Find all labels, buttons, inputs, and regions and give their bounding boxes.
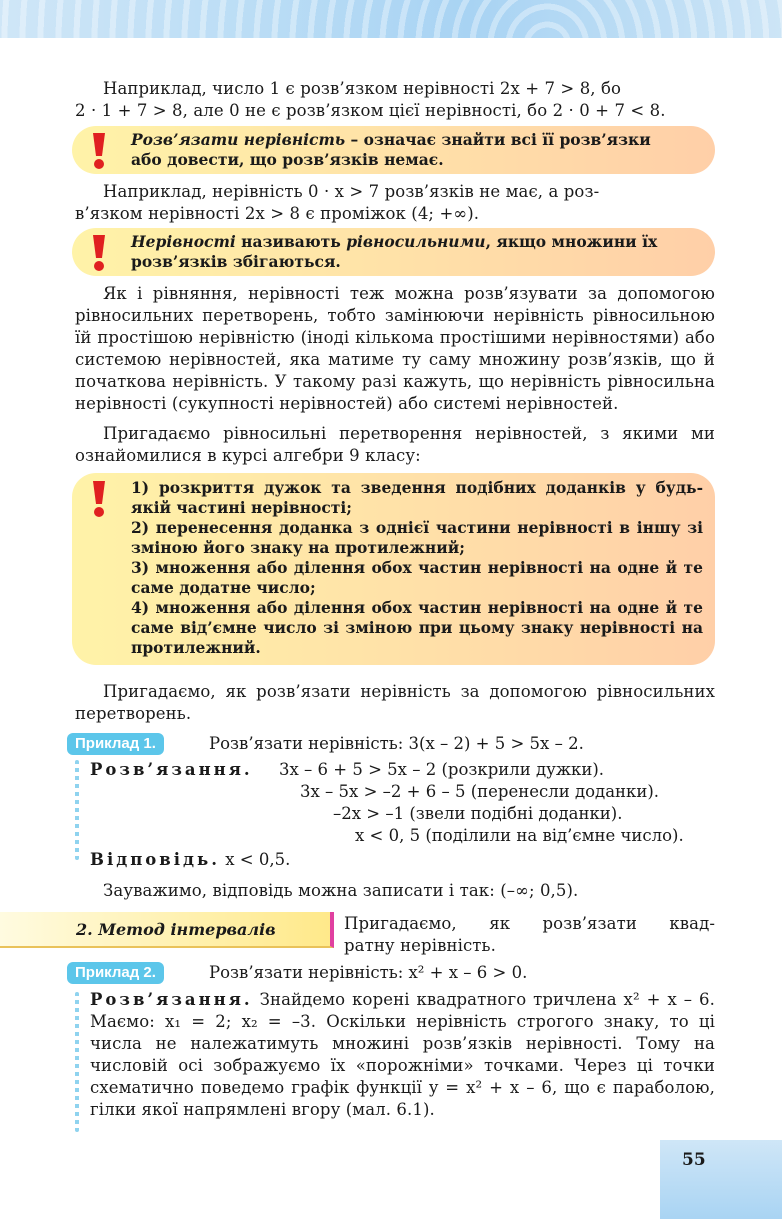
section-2-intro xyxy=(344,913,715,957)
no-solution-example-line1: Наприклад, нерівність 0 · x > 7 розв’язків не має, а роз- xyxy=(103,182,600,201)
transformation-item-1: 1) розкриття дужок та зведення подібних доданків у будь-якій частині нерівності; xyxy=(131,478,703,517)
example-2-solution-label: Розв’язання. xyxy=(90,990,253,1009)
no-solution-example-line2: в’язком нерівності 2x > 8 є проміжок (4; +∞). xyxy=(75,204,480,223)
exclamation-icon xyxy=(84,130,114,170)
definition-equivalent-line2: розв’язків збігаються. xyxy=(131,252,341,271)
term-equivalent: рівносильними xyxy=(346,232,486,251)
example-1-answer xyxy=(90,849,290,871)
example-1-margin-rule xyxy=(75,760,79,860)
transformation-item-3: 3) множення або ділення обох частин нерівності на одне й те саме додатне число; xyxy=(131,558,703,597)
top-decorative-band xyxy=(0,0,782,38)
example-2-task: Розв’язати нерівність: x² + x – 6 > 0. xyxy=(209,963,528,982)
example-2-solution-text: Знайдемо корені квадратного тричлена x² + x – 6. Маємо: x₁ = 2; x₂ = –3. Оскільки нерівність строгого знаку, то ці числа не належатимуть множині розв’язків нерівності. Тому на числовій осі зображуємо їх «порожніми» точками. Через ці точки схематично поведемо графік функції y = x² + x – 6, що є параболою, гілки якої напрямлені вгору (мал. 6.1). xyxy=(90,990,715,1119)
example-1-step-3: –2x > –1 (звели подібні доданки). xyxy=(333,804,623,823)
alternative-answer-note: Зауважимо, відповідь можна записати і так: (–∞; 0,5). xyxy=(103,881,579,900)
exclamation-icon xyxy=(84,478,114,518)
transformation-item-2: 2) перенесення доданка з однієї частини нерівності в іншу зі зміною його знаку на протилежний; xyxy=(131,518,703,557)
definition-solve-rest: – означає знайти всі її розв’язки xyxy=(345,130,651,149)
term-solve-inequality: Розв’язати нерівність xyxy=(131,130,346,149)
page-number-tab xyxy=(660,1140,782,1219)
example-2-badge: Приклад 2. xyxy=(67,962,164,984)
intro-example-line1: Наприклад, число 1 є розв’язком нерівності 2x + 7 > 8, бо xyxy=(103,79,622,98)
recall-solving-paragraph: Пригадаємо, як розв’язати нерівність за допомогою рівносильних перетворень. xyxy=(75,682,715,723)
example-1-step-4: x < 0, 5 (поділили на від’ємне число). xyxy=(355,826,684,845)
example-1-step-1: 3x – 6 + 5 > 5x – 2 (розкрили дужки). xyxy=(279,760,605,779)
exclamation-icon xyxy=(84,232,114,272)
section-2-title: 2. Метод інтервалів xyxy=(76,920,276,939)
equivalent-transform-paragraph: Як і рівняння, нерівності теж можна розв’язувати за допомогою рівносильних перетворень, тобто замінюючи нерівність рівносильною їй простішою нерівністю (іноді кількома простішими нерівностями) або системою нерівностей, яка матиме ту саму множину розв’язків, що й початкова нерівність. У такому разі кажуть, що нерівність рівносильна нерівності (сукупності нерівностей) або системі нерівностей. xyxy=(75,284,715,413)
example-1-task: Розв’язати нерівність: 3(x – 2) + 5 > 5x – 2. xyxy=(209,734,584,753)
example-2-solution xyxy=(90,989,715,1121)
transformations-list xyxy=(131,478,703,658)
example-1-step-2: 3x – 5x > –2 + 6 – 5 (перенесли доданки). xyxy=(300,782,660,801)
definition-equivalent-text xyxy=(131,232,703,272)
recall-transformations-paragraph: Пригадаємо рівносильні перетворення нерівностей, з якими ми ознайомилися в курсі алгебри 9 класу: xyxy=(75,424,715,465)
section-2-intro-line1: Пригадаємо, як розв’язати квад- xyxy=(344,914,715,933)
example-1-solution-label: Розв’язання. xyxy=(90,760,253,779)
transformation-item-4: 4) множення або ділення обох частин нерівності на одне й те саме від’ємне число зі зміною при цьому знаку нерівності на протилежний. xyxy=(131,598,703,657)
section-2-intro-line2: ратну нерівність. xyxy=(344,936,496,955)
example-2-margin-rule xyxy=(75,992,79,1132)
definition-equivalent-rest: , якщо множини їх xyxy=(485,232,658,251)
example-1-badge: Приклад 1. xyxy=(67,733,164,755)
intro-example-line2: 2 · 1 + 7 > 8, але 0 не є розв’язком цієї нерівності, бо 2 · 0 + 7 < 8. xyxy=(75,101,666,120)
page-number: 55 xyxy=(682,1150,706,1170)
definition-solve-text xyxy=(131,130,703,170)
example-1-answer-value: x < 0,5. xyxy=(225,850,291,869)
definition-equivalent-mid: називають xyxy=(235,232,347,251)
example-1-answer-label: Відповідь. xyxy=(90,850,220,869)
definition-solve-line2: або довести, що розв’язків немає. xyxy=(131,150,444,169)
term-inequalities: Нерівності xyxy=(131,232,236,251)
